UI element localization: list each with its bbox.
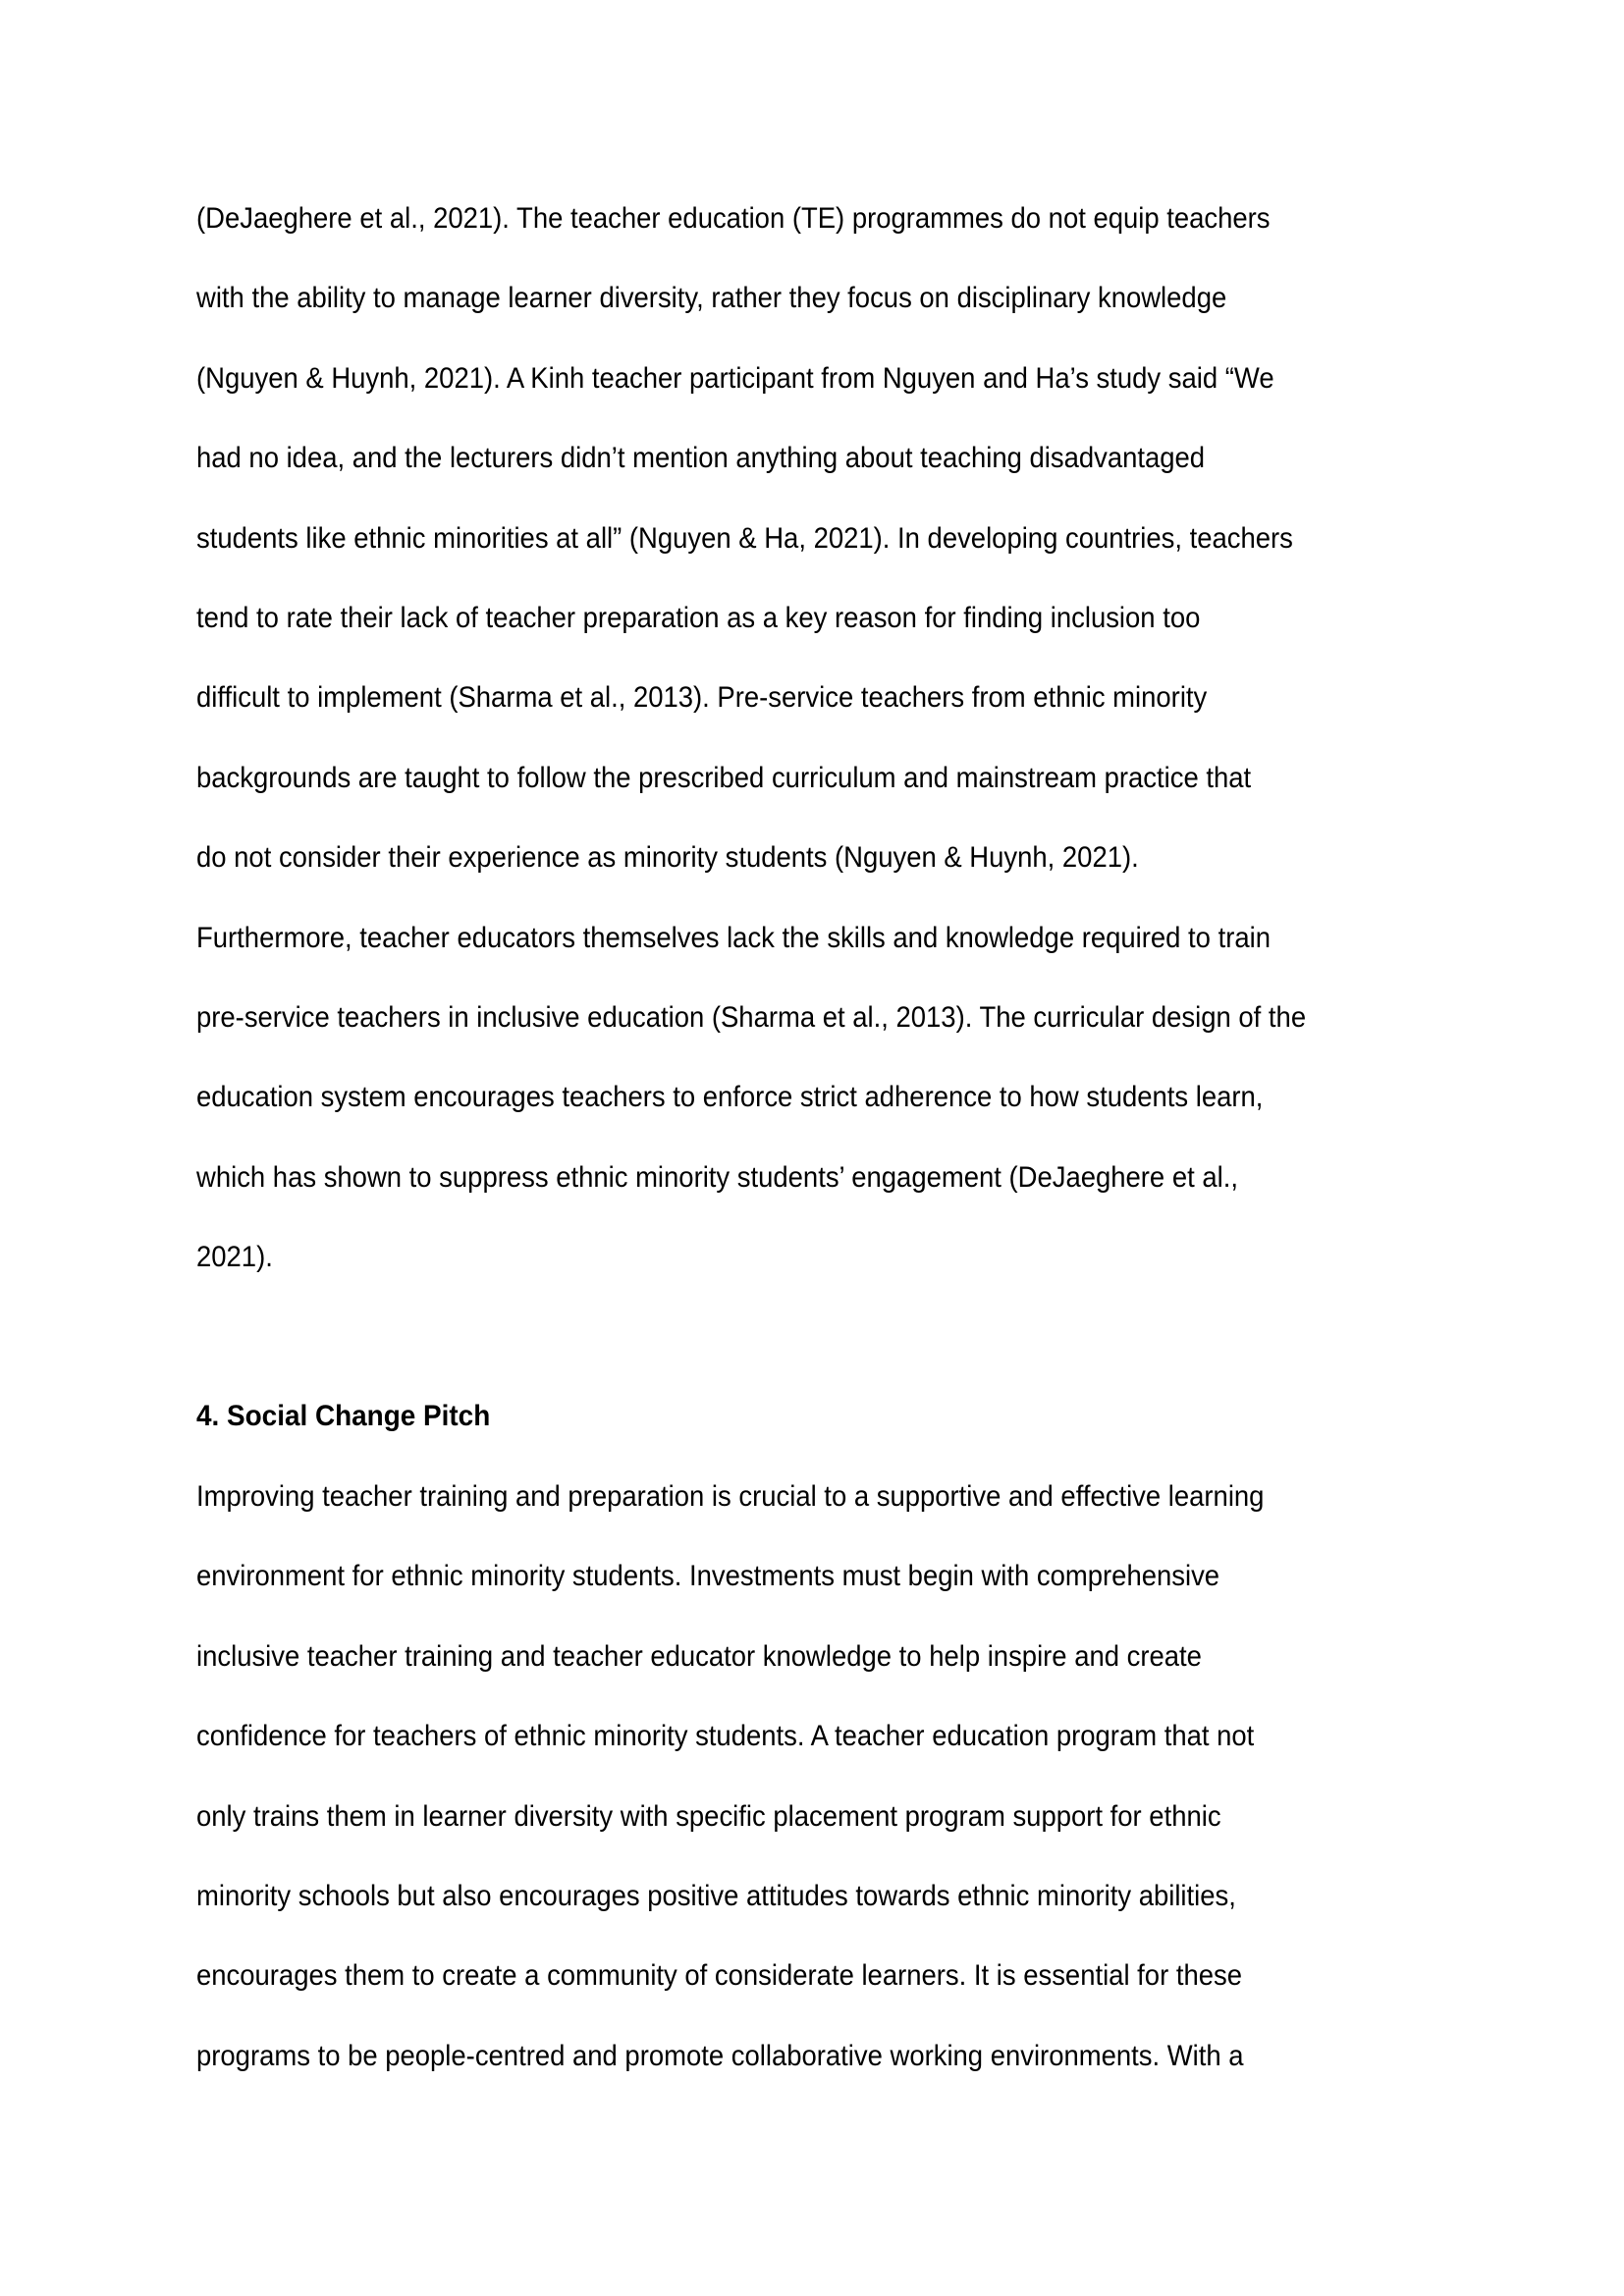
paragraph-line: pre-service teachers in inclusive education (Sharma et al., 2013). The curricular design of the	[196, 1001, 1307, 1034]
paragraph-line: education system encourages teachers to enforce strict adherence to how students learn,	[196, 1081, 1264, 1113]
paragraph-line: inclusive teacher training and teacher educator knowledge to help inspire and create	[196, 1640, 1202, 1673]
paragraph-line: students like ethnic minorities at all” (Nguyen & Ha, 2021). In developing countries, teachers	[196, 522, 1293, 555]
paragraph-line: Furthermore, teacher educators themselves lack the skills and knowledge required to train	[196, 922, 1271, 954]
paragraph-line: with the ability to manage learner diversity, rather they focus on disciplinary knowledge	[196, 282, 1227, 314]
section-heading: 4. Social Change Pitch	[196, 1400, 491, 1432]
paragraph-line: 2021).	[196, 1241, 273, 1273]
paragraph-line: do not consider their experience as minority students (Nguyen & Huynh, 2021).	[196, 841, 1139, 874]
paragraph-line: environment for ethnic minority students. Investments must begin with comprehensive	[196, 1560, 1220, 1592]
paragraph-line: Improving teacher training and preparation is crucial to a supportive and effective learning	[196, 1480, 1265, 1513]
paragraph-line: minority schools but also encourages positive attitudes towards ethnic minority abilities,	[196, 1880, 1236, 1912]
paragraph-line: confidence for teachers of ethnic minority students. A teacher education program that not	[196, 1720, 1255, 1752]
paragraph-line: had no idea, and the lecturers didn’t mention anything about teaching disadvantaged	[196, 442, 1206, 474]
paragraph-line: only trains them in learner diversity with specific placement program support for ethnic	[196, 1800, 1221, 1833]
paragraph-line: (Nguyen & Huynh, 2021). A Kinh teacher participant from Nguyen and Ha’s study said “We	[196, 362, 1274, 395]
paragraph-line: which has shown to suppress ethnic minority students’ engagement (DeJaeghere et al.,	[196, 1161, 1238, 1194]
paragraph-line: encourages them to create a community of considerate learners. It is essential for these	[196, 1959, 1242, 1992]
paragraph-line: tend to rate their lack of teacher preparation as a key reason for finding inclusion too	[196, 602, 1201, 634]
paragraph-line: backgrounds are taught to follow the prescribed curriculum and mainstream practice that	[196, 762, 1252, 794]
paragraph-line: difficult to implement (Sharma et al., 2013). Pre-service teachers from ethnic minority	[196, 681, 1208, 714]
paragraph-line: programs to be people-centred and promote collaborative working environments. With a	[196, 2040, 1244, 2072]
paragraph-line: (DeJaeghere et al., 2021). The teacher education (TE) programmes do not equip teachers	[196, 202, 1271, 235]
